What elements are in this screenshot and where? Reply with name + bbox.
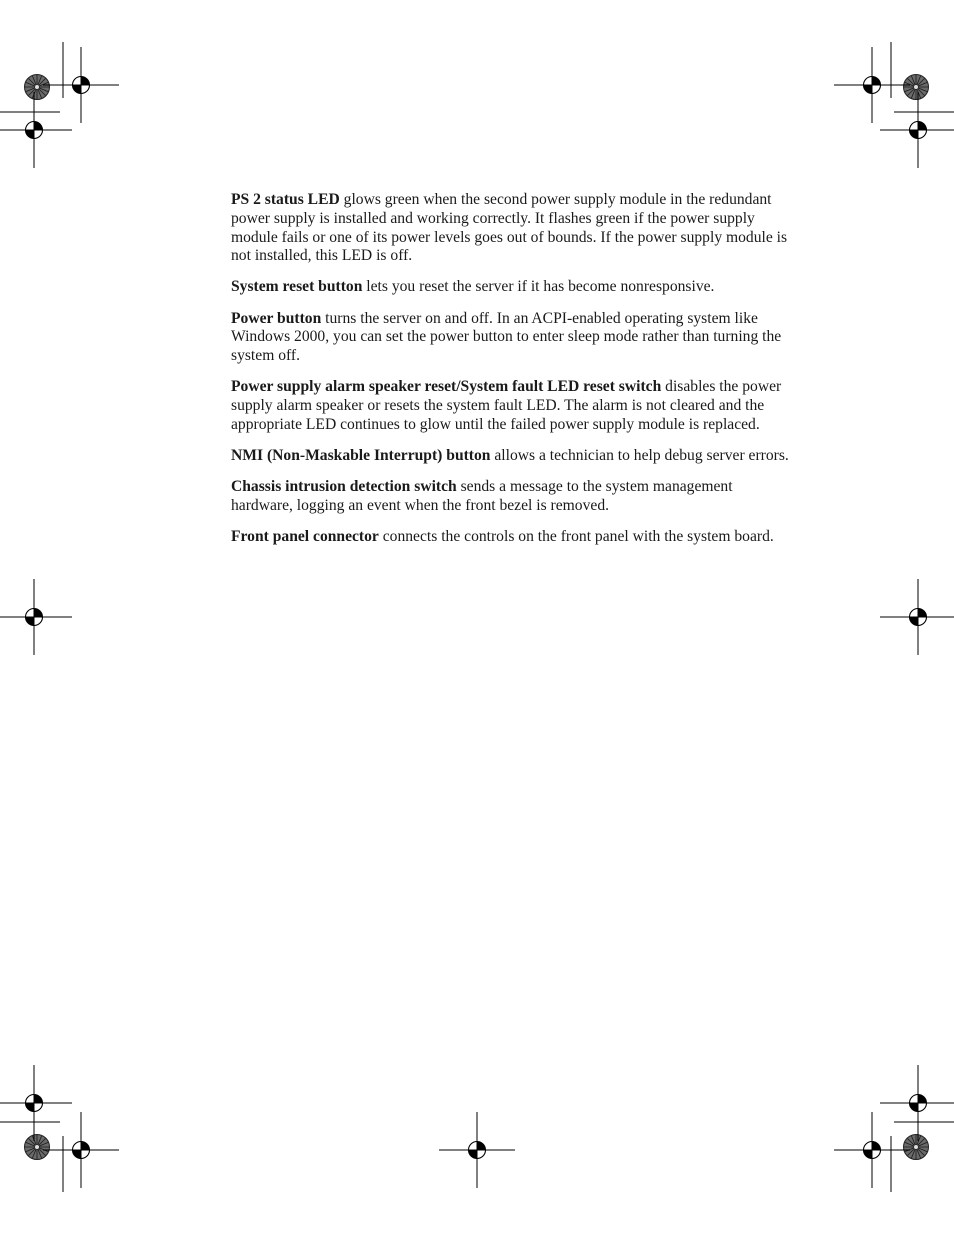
body-text bbox=[231, 191, 794, 559]
description: sends a message to the system management hardware, logging an event when the front bezel is removed. bbox=[231, 478, 733, 514]
paragraph-nmi-button bbox=[231, 447, 794, 466]
description: turns the server on and off. In an ACPI-enabled operating system like Windows 2000, you can set the power button to enter sleep mode rather than turning the system off. bbox=[231, 309, 782, 365]
paragraph-chassis-intrusion-switch bbox=[231, 478, 794, 516]
paragraph-ps2-status-led bbox=[231, 191, 794, 266]
term: Power supply alarm speaker reset/System fault LED reset switch bbox=[231, 378, 662, 396]
term: System reset button bbox=[231, 278, 363, 296]
term: Chassis intrusion detection switch bbox=[231, 478, 457, 496]
paragraph-front-panel-connector bbox=[231, 528, 794, 547]
description: glows green when the second power supply module in the redundant power supply is installed and working correctly. It flashes green if the power supply module fails or one of its power levels goes out of bounds. If the power supply module is not installed, this LED is off. bbox=[231, 191, 788, 265]
term: Power button bbox=[231, 309, 322, 327]
paragraph-alarm-reset-switch bbox=[231, 378, 794, 434]
paragraph-system-reset-button bbox=[231, 278, 794, 297]
term: Front panel connector bbox=[231, 527, 379, 545]
description: lets you reset the server if it has become nonresponsive. bbox=[362, 278, 715, 296]
term: PS 2 status LED bbox=[231, 191, 340, 208]
term: NMI (Non-Maskable Interrupt) button bbox=[231, 446, 491, 464]
description: disables the power supply alarm speaker or resets the system fault LED. The alarm is not cleared and the appropriate LED continues to glow until the failed power supply module is replaced. bbox=[231, 378, 782, 433]
paragraph-power-button bbox=[231, 310, 794, 366]
description: allows a technician to help debug server errors. bbox=[490, 446, 789, 464]
description: connects the controls on the front panel with the system board. bbox=[378, 527, 774, 545]
